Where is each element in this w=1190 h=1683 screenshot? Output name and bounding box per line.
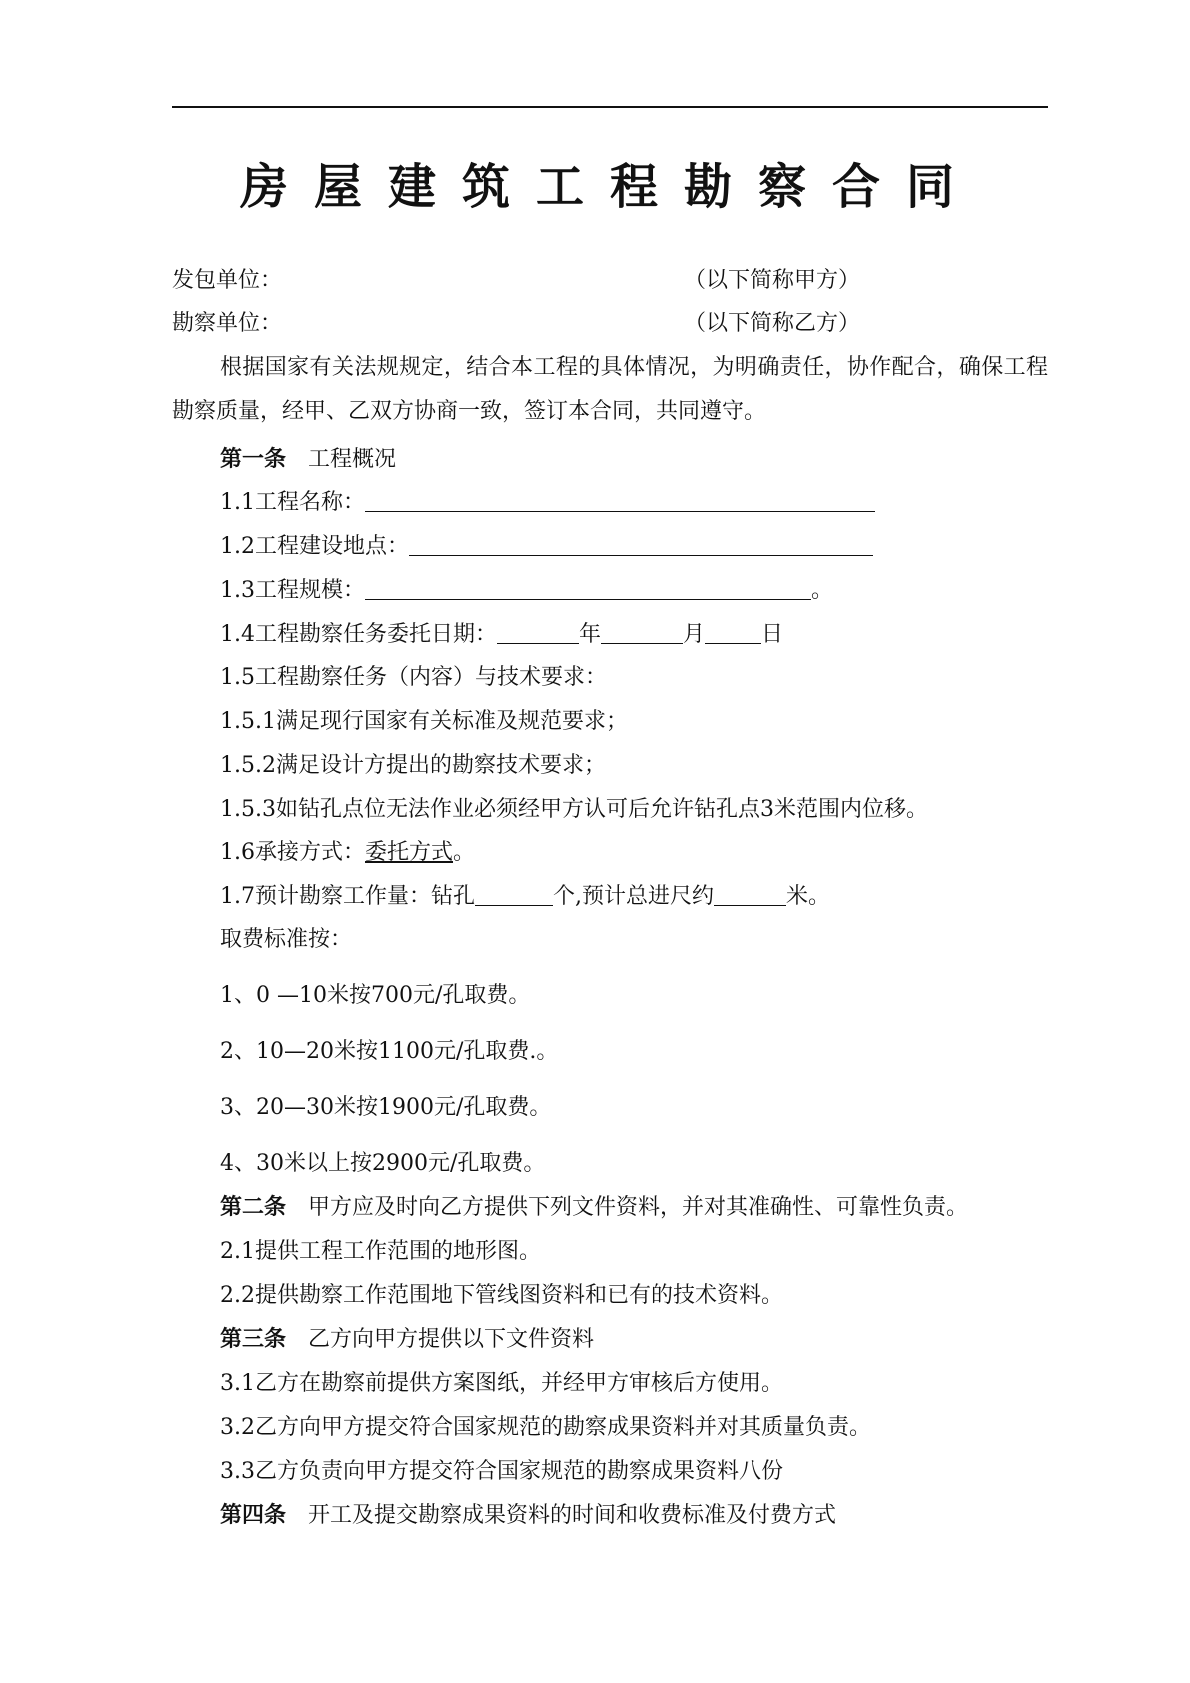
article-3-line [220,1325,594,1355]
item-3-3: 3.3乙方负责向甲方提交符合国家规范的勘察成果资料八份 [220,1459,783,1484]
project-name-blank [365,489,875,512]
party-a-label: 发包单位： [172,268,283,293]
item-1-1 [220,488,875,518]
item-1-1-label: 1.1工程名称： [220,490,365,515]
article-3-heading: 第三条 [220,1327,287,1352]
fee-item-1: 1、0 —10米按700元/孔取费。 [220,983,531,1008]
project-location-blank [409,533,873,556]
item-1-2-label: 1.2工程建设地点： [220,534,409,559]
month-blank [601,621,683,644]
article-1-title: 工程概况 [308,447,397,472]
article-2-heading: 第二条 [220,1195,287,1220]
project-scale-blank [365,577,811,600]
item-2-2: 2.2提供勘察工作范围地下管线图资料和已有的技术资料。 [220,1283,783,1308]
intro-paragraph: 根据国家有关法规规定，结合本工程的具体情况，为明确责任，协作配合，确保工程勘察质量，经甲、乙双方协商一致，签订本合同，共同遵守。 [172,355,1048,424]
article-3-title: 乙方向甲方提供以下文件资料 [308,1327,595,1352]
item-1-3-label: 1.3工程规模： [220,578,365,603]
item-1-7-mid: 个,预计总进尺约 [553,884,714,909]
item-1-5-1: 1.5.1满足现行国家有关标准及规范要求； [220,709,628,734]
party-b-label: 勘察单位： [172,311,283,336]
item-1-7-label: 1.7预计勘察工作量：钻孔 [220,884,475,909]
month-label: 月 [683,622,706,647]
item-1-3 [220,576,833,606]
article-1-heading: 第一条 [220,447,287,472]
party-b-note: （以下简称乙方） [684,311,861,336]
article-2-title: 甲方应及时向乙方提供下列文件资料，并对其准确性、可靠性负责。 [308,1195,969,1220]
item-1-5: 1.5工程勘察任务（内容）与技术要求： [220,665,607,690]
item-1-5-2: 1.5.2满足设计方提出的勘察技术要求； [220,753,606,778]
item-1-4 [220,620,783,650]
item-1-3-end: 。 [811,578,834,603]
item-1-7-end: 米。 [786,884,831,909]
party-a-note: （以下简称甲方） [684,268,861,293]
item-3-2: 3.2乙方向甲方提交符合国家规范的勘察成果资料并对其质量负责。 [220,1415,871,1440]
item-1-2 [220,532,873,562]
total-depth-blank [714,883,786,906]
borehole-count-blank [475,883,553,906]
day-blank [705,621,761,644]
item-3-1: 3.1乙方在勘察前提供方案图纸，并经甲方审核后方使用。 [220,1371,783,1396]
article-4-title: 开工及提交勘察成果资料的时间和收费标准及付费方式 [308,1503,837,1528]
item-1-7 [220,882,830,912]
fee-item-4: 4、30米以上按2900元/孔取费。 [220,1151,546,1176]
year-label: 年 [579,622,602,647]
day-label: 日 [761,622,784,647]
item-1-5-3: 1.5.3如钻孔点位无法作业必须经甲方认可后允许钻孔点3米范围内位移。 [220,797,928,822]
fee-standard-heading: 取费标准按： [220,927,353,952]
article-4-heading: 第四条 [220,1503,287,1528]
item-1-6-end: 。 [453,840,476,865]
item-1-6 [220,838,475,868]
article-4-line [220,1501,836,1531]
item-1-4-label: 1.4工程勘察任务委托日期： [220,622,497,647]
document-title: 房屋建筑工程勘察合同 [239,159,980,215]
item-2-1: 2.1提供工程工作范围的地形图。 [220,1239,541,1264]
item-1-6-label: 1.6承接方式： [220,840,365,865]
fee-item-2: 2、10—20米按1100元/孔取费.。 [220,1039,559,1064]
year-blank [497,621,579,644]
contract-mode-value: 委托方式 [365,840,454,865]
header-rule [172,106,1048,108]
article-2-line [220,1193,968,1223]
fee-item-3: 3、20—30米按1900元/孔取费。 [220,1095,552,1120]
article-1-line [220,445,396,475]
